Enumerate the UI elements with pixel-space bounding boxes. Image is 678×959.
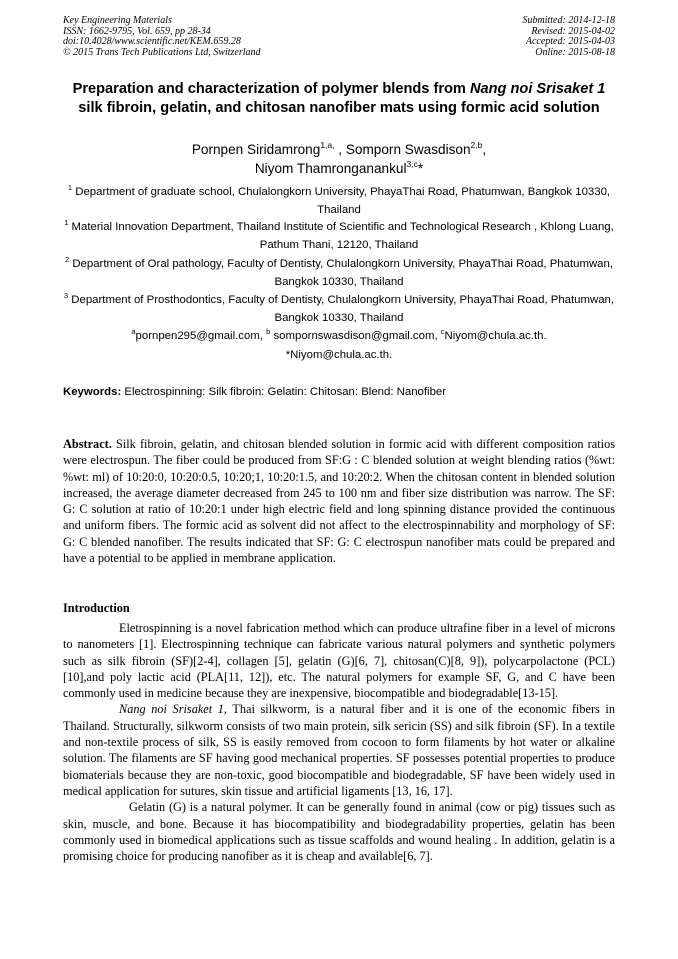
- paper-title: [60, 80, 618, 118]
- abstract-text: Silk fibroin, gelatin, and chitosan blended solution in formic acid with different composition ratios were electrospun. The fiber could be produced from SF:G : C blended solution at weight blending ratios (%wt: %wt: ml) of 10:20:0, 10:20:0.5, 10:20;1, 10:20:1.5, and 10:20:2. When the chitosan content in blended solution increased, the average diameter decreased from 245 to 100 nm and fiber size distribution was narrow. The SF: G: C solution at ratio of 10:20:1 under high electric field and long spinning distance provided the continuous and uniform fibers. The formic acid as solvent did not affect to the electrospinnability and morphology of SF: G: C blended nanofiber. The results indicated that SF: G: C electrospun nanofiber mats could be prepared and have a potential to be applied in membrane application.: [63, 437, 615, 566]
- affiliation-text: Department of graduate school, Chulalongkorn University, PhayaThai Road, Phatumwan, Bangkok 10330, Thailand: [75, 186, 611, 216]
- title-italic: Nang noi Srisaket 1: [469, 81, 606, 97]
- keywords-label: Keywords:: [63, 386, 122, 398]
- paragraph: Gelatin (G) is a natural polymer. It can be generally found in animal (cow or pig) tissues such as skin, muscle, and bone. Because it has biocompatibility and biodegradability properties, gelatin has been commonly used in biomedical applications such as tissue scaffolds and wound healing . In addition, gelatin is a promising choice for producing nanofiber as it is cheap and available[6, 7].: [63, 800, 615, 864]
- affiliation: [62, 184, 616, 219]
- journal-copyright: © 2015 Trans Tech Publications Ltd, Switzerland: [63, 46, 261, 58]
- publication-dates: [523, 16, 616, 58]
- affiliation-number: 1: [67, 183, 73, 192]
- affiliation: [62, 292, 616, 327]
- title-part-2: silk fibroin, gelatin, and chitosan nanofiber mats using formic acid solution: [78, 100, 600, 116]
- email-link[interactable]: pornpen295@gmail.com,: [135, 330, 267, 342]
- date-accepted: Accepted: 2015-04-03: [525, 36, 615, 47]
- author-affil-mark: 3,c: [406, 159, 418, 169]
- author-affil-mark: 2,b: [470, 140, 483, 150]
- email-mark: a: [131, 327, 136, 336]
- introduction-body: [63, 620, 615, 864]
- section-heading-introduction: Introduction: [63, 601, 130, 615]
- corresponding-email[interactable]: *Niyom@chula.ac.th.: [285, 349, 393, 361]
- affiliation: [62, 256, 616, 291]
- abstract-label: Abstract.: [63, 437, 112, 451]
- date-online: Online: 2015-08-18: [535, 46, 615, 58]
- author-name: Somporn Swasdison: [345, 142, 471, 157]
- affiliation-number: 1: [64, 218, 69, 227]
- paragraph: Eletrospinning is a novel fabrication method which can produce ultrafine fiber in a level of microns to nanometers [1]. Electrospinning technique can fabricate various natural polymers and synthetic polymers such as silk fibroin (SF)[2-4], collagen [5], gelatin (G)[6, 7], chitosan(C)[8, 9]), polycarpolactone (PCL) [10],and poly lactic acid (PLA[11, 12]), etc. The natural polymers for example SF, G, and C have been commonly used in medicine because they are inexpensive, biocompatible and biodegradable[13-15].: [63, 621, 615, 701]
- author-separator: ,: [482, 142, 487, 157]
- journal-issn: ISSN: 1662-9795, Vol. 659, pp 28-34: [63, 25, 211, 37]
- paragraph-text: , Thai silkworm, is a natural fiber and it is one of the economic fibers in Thailand. Structurally, silkworm consists of two main protein, silk sericin (SS) and silk fibroin (SF). In a textile and non-textile process of silk, SS is easily removed from cocoon to form filaments by hot water or alkaline solution. The filaments are SF having good mechanical properties. SF possesses potential properties to produce biomaterials because they are non-toxic, good biocompatible and biodegradable, SF have been widely used in medical application for sutures, skin tissue and artificial ligaments [13, 16, 17].: [63, 702, 615, 798]
- author-name: Pornpen Siridamrong: [191, 142, 321, 157]
- email-mark: b: [266, 327, 271, 336]
- affiliation-text: Department of Prosthodontics, Faculty of Dentisty, Chulalongkorn University, PhayaThai Road, Phatumwan, Bangkok 10330, Thailand: [71, 294, 615, 324]
- email-link[interactable]: sompornswasdison@gmail.com,: [270, 330, 441, 342]
- silkworm-name: Nang noi Srisaket 1: [119, 702, 224, 717]
- abstract: [63, 436, 615, 566]
- affiliation-number: 2: [64, 255, 70, 264]
- paragraph: [63, 701, 615, 799]
- affiliation: [62, 219, 616, 254]
- affiliation-text: Department of Oral pathology, Faculty of Dentisty, Chulalongkorn University, PhayaThai Road, Phatumwan, Bangkok 10330, Thailand: [72, 258, 614, 288]
- author-separator: ,: [334, 142, 346, 157]
- affiliation-text: Material Innovation Department, Thailand Institute of Scientific and Technological Research , Khlong Luang, Pathum Thani, 12120, Thailand: [71, 221, 614, 251]
- date-revised: Revised: 2015-04-02: [531, 25, 615, 37]
- author-separator: *: [417, 161, 424, 176]
- journal-info: [63, 16, 261, 58]
- author-affil-mark: 1,a,: [320, 140, 335, 150]
- keywords-text: Electrospinning: Silk fibroin: Gelatin: Chitosan: Blend: Nanofiber: [121, 386, 447, 398]
- journal-doi: doi:10.4028/www.scientific.net/KEM.659.28: [63, 36, 241, 47]
- author-name: Niyom Thamronganankul: [254, 161, 407, 176]
- date-submitted: Submitted: 2014-12-18: [522, 15, 615, 26]
- affiliation-number: 3: [63, 291, 69, 300]
- journal-name: Key Engineering Materials: [63, 15, 172, 26]
- email-mark: c: [440, 327, 445, 336]
- title-part-1: Preparation and characterization of polymer blends from: [72, 81, 470, 97]
- author-list: [60, 140, 618, 178]
- email-link[interactable]: Niyom@chula.ac.th.: [444, 330, 547, 342]
- author-emails: [62, 327, 616, 365]
- keywords: [63, 384, 615, 400]
